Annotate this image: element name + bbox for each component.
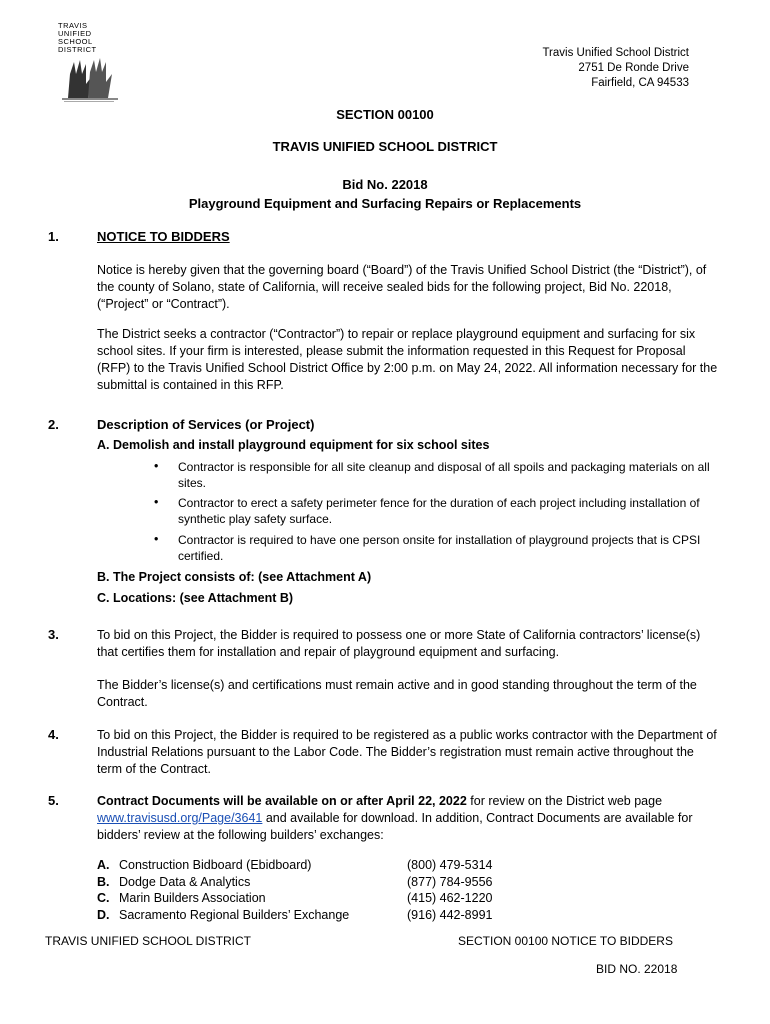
availability-date: Contract Documents will be available on or after April 22, 2022: [97, 794, 467, 808]
project-title: Playground Equipment and Surfacing Repairs or Replacements: [188, 196, 582, 211]
paragraph-text: and available for download. In addition, Contract Documents are available for bidders’ review at the following builders’ exchanges:: [97, 811, 693, 842]
exchange-phone: (800) 479-5314: [407, 858, 493, 872]
logo-line2: SCHOOL DISTRICT: [58, 37, 97, 54]
exchange-letter: B.: [97, 874, 110, 889]
logo-line1: TRAVIS UNIFIED: [58, 21, 92, 38]
exchange-phones: [407, 857, 492, 923]
section-1-number: 1.: [48, 229, 59, 244]
section-2-heading: Description of Services (or Project): [97, 417, 315, 432]
bid-number: Bid No. 22018: [342, 177, 428, 192]
district-title: TRAVIS UNIFIED SCHOOL DISTRICT: [272, 139, 498, 154]
footer-section: SECTION 00100 NOTICE TO BIDDERS: [458, 934, 673, 948]
district-logo: [58, 22, 122, 88]
footer-bid-number: BID NO. 22018: [596, 962, 678, 976]
exchange-name: Sacramento Regional Builders’ Exchange: [119, 907, 350, 922]
section-5-paragraph: [97, 793, 722, 844]
district-address: [542, 46, 689, 91]
paragraph-text: for review on the District web page: [466, 794, 663, 808]
section-3-paragraph-2: The Bidder’s license(s) and certifications must remain active and in good standing throughout the term of the Contract.: [97, 678, 697, 709]
section-2-item-b: B. The Project consists of: (see Attachment A): [97, 570, 372, 584]
exchange-letter: D.: [97, 907, 110, 922]
district-web-link[interactable]: www.travisusd.org/Page/3641: [97, 811, 263, 825]
bullet-text: Contractor is responsible for all site cleanup and disposal of all spoils and packaging materials on all sites.: [178, 460, 710, 490]
section-2-item-c: C. Locations: (see Attachment B): [97, 591, 294, 605]
exchange-phone: (415) 462-1220: [407, 891, 493, 905]
address-line: Fairfield, CA 94533: [591, 77, 689, 89]
section-1-paragraph-2: The District seeks a contractor (“Contractor”) to repair or replace playground equipment and surfacing for six school sites. If your firm is interested, please submit the information requested in this Request for Proposal (RFP) to the Travis Unified School District Office by 2:00 p.m. on May 24, 2022. All information necessary for the submittal is contained in this RFP.: [97, 327, 718, 392]
section-title: SECTION 00100: [336, 107, 434, 122]
exchange-letter: A.: [97, 858, 110, 872]
footer-district: TRAVIS UNIFIED SCHOOL DISTRICT: [45, 934, 252, 948]
address-line: Travis Unified School District: [542, 47, 689, 59]
bullet-icon: •: [154, 495, 159, 509]
exchange-names: [119, 857, 349, 923]
section-2-number: 2.: [48, 417, 59, 432]
hands-logo-icon: [58, 54, 122, 104]
exchange-name: Construction Bidboard (Ebidboard): [119, 858, 312, 872]
section-2-item-a: A. Demolish and install playground equipment for six school sites: [97, 438, 490, 452]
section-1-paragraph-1: Notice is hereby given that the governing board (“Board”) of the Travis Unified School District (the “District”), of the county of Solano, state of California, will receive sealed bids for the following project, Bid No. 22018, (“Project” or “Contract”).: [97, 263, 707, 311]
exchange-phone: (877) 784-9556: [407, 874, 493, 889]
bullet-text: Contractor to erect a safety perimeter fence for the duration of each project including installation of synthetic play safety surface.: [178, 496, 700, 526]
section-3-number: 3.: [48, 627, 59, 642]
exchange-phone: (916) 442-8991: [407, 907, 493, 922]
section-5-number: 5.: [48, 793, 59, 808]
section-1-heading: NOTICE TO BIDDERS: [97, 229, 230, 244]
exchange-letters: [97, 857, 110, 923]
section-4-paragraph: To bid on this Project, the Bidder is required to be registered as a public works contractor with the Department of Industrial Relations pursuant to the Labor Code. The Bidder’s registration must remain active throughout the term of the Contract.: [97, 728, 717, 776]
section-4-number: 4.: [48, 727, 59, 742]
section-3-paragraph-1: To bid on this Project, the Bidder is required to possess one or more State of California contractors’ license(s) that certifies them for installation and repair of playground equipment and surfacing.: [97, 628, 701, 659]
bullet-text: Contractor is required to have one person onsite for installation of playground projects that is CPSI certified.: [178, 533, 701, 563]
exchange-letter: C.: [97, 891, 110, 905]
bullet-icon: •: [154, 459, 159, 473]
exchange-name: Marin Builders Association: [119, 891, 266, 905]
exchange-name: Dodge Data & Analytics: [119, 874, 251, 889]
address-line: 2751 De Ronde Drive: [578, 62, 689, 74]
bullet-icon: •: [154, 532, 159, 546]
